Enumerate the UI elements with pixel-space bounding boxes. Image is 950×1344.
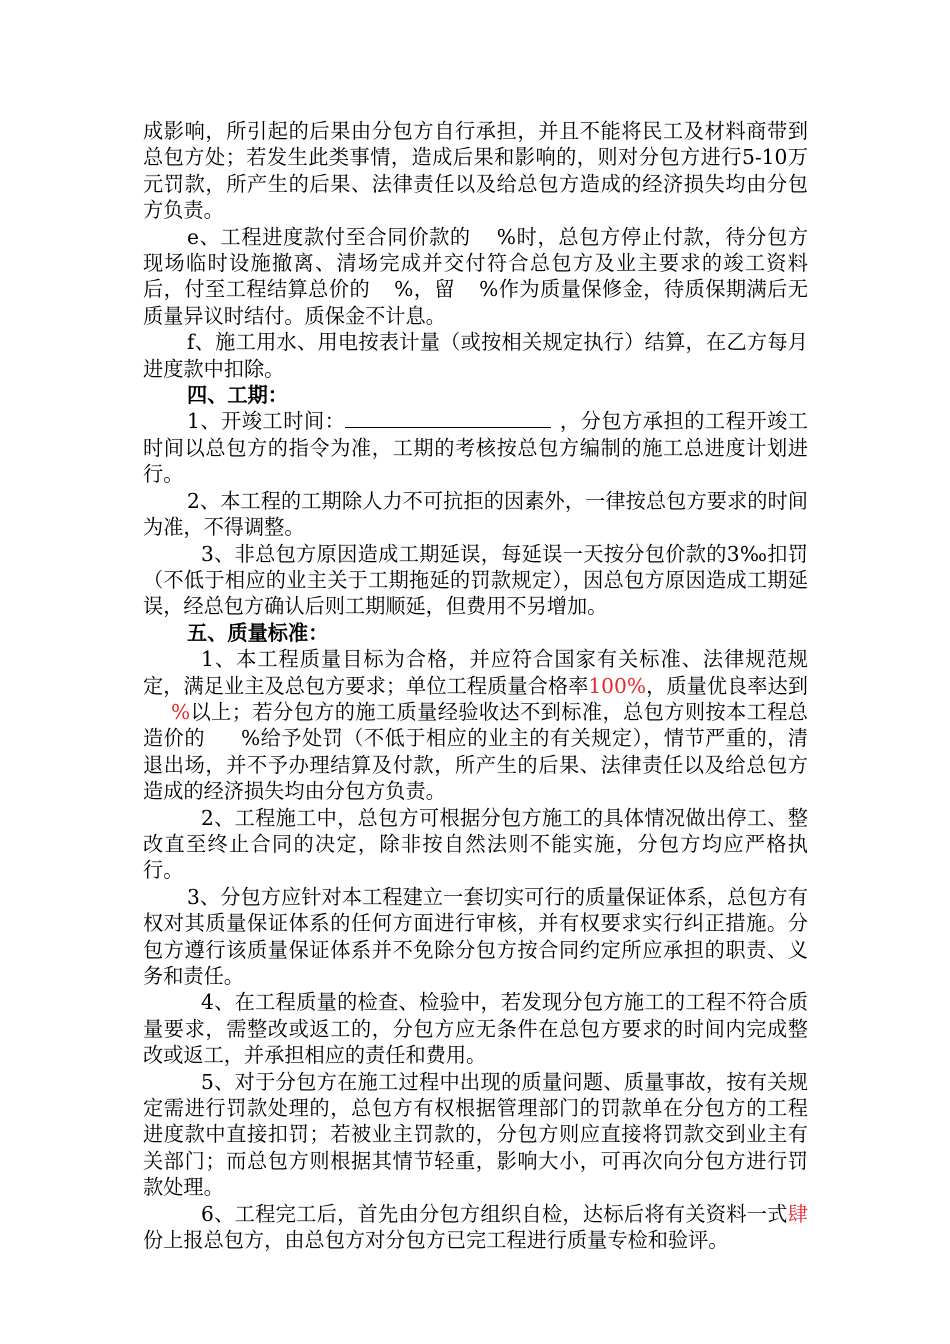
text-segment: %给予处罚（不低于相应的业主的有关规定），情节严重的，清退出场，并不予办理结算及付款，所产生的后果、法律责任以及给总包方造成的经济损失均由分包方负责。 — [143, 726, 808, 804]
paragraph-start-end-time — [143, 408, 808, 487]
paragraph-continuation: 成影响，所引起的后果由分包方自行承担，并且不能将民工及材料商带到总包方处；若发生此类事情，造成后果和影响的，则对分包方进行5-10万元罚款，所产生的后果、法律责任以及给总包方造成的经济损失均由分包方负责。 — [143, 119, 808, 223]
text-segment: %作为质量保修金，待质保期满后无质量异议时结付。质保金不计息。 — [143, 277, 809, 328]
text-segment: e、工程进度款付至合同价款的 — [187, 224, 471, 249]
pass-rate-value: 100% — [588, 673, 647, 698]
section-heading-schedule: 四、工期： — [187, 383, 288, 408]
section-heading-quality: 五、质量标准： — [187, 620, 329, 645]
text-segment: %，留 — [394, 277, 456, 302]
excellence-rate-percent: % — [171, 699, 191, 724]
text-segment: ，分包方承担的工程开竣工时间以总包方的指令为准，工期的考核按总包方编制的施工总进度计划进行。 — [143, 409, 808, 487]
paragraph-completion-acceptance — [143, 1201, 808, 1254]
text-segment: ，质量优良率达到 — [646, 673, 808, 698]
text-segment: 1、本工程质量目标为合格，并应符合国家有关标准、法律规范规定，满足业主及总包方要求；单位工程质量合格率 — [143, 647, 808, 698]
text-segment: %时，总包方停止付款，待分包方现场临时设施撤离、清场完成并交付符合总包方及业主要求的竣工资料后，付至工程结算总价的 — [143, 224, 809, 302]
paragraph-quality-target — [143, 646, 808, 804]
paragraph-quality-penalty: 5、对于分包方在施工过程中出现的质量问题、质量事故，按有关规定需进行罚款处理的，总包方有权根据管理部门的罚款单在分包方的工程进度款中直接扣罚；若被业主罚款的，分包方则应直接将罚款交到业主有关部门；而总包方则根据其情节轻重，影响大小，可再次向分包方进行罚款处理。 — [143, 1069, 808, 1200]
paragraph-quality-system: 3、分包方应针对本工程建立一套切实可行的质量保证体系，总包方有权对其质量保证体系的任何方面进行审核，并有权要求实行纠正措施。分包方遵行该质量保证体系并不免除分包方按合同约定所应承担的职责、义务和责任。 — [143, 884, 808, 988]
fill-in-blank-line — [345, 409, 551, 428]
text-segment: 以上；若分包方的施工质量经验收达不到标准，总包方则按本工程总造价的 — [143, 699, 808, 751]
paragraph-delay-penalty: 3、非总包方原因造成工期延误，每延误一天按分包价款的3‰扣罚（不低于相应的业主关于工期拖延的罚款规定），因总包方原因造成工期延误，经总包方确认后则工期顺延，但费用不另增加。 — [143, 541, 808, 619]
paragraph-schedule-fixed: 2、本工程的工期除人力不可抗拒的因素外，一律按总包方要求的时间为准，不得调整。 — [143, 488, 808, 540]
paragraph-stop-work-order: 2、工程施工中，总包方可根据分包方施工的具体情况做出停工、整改直至终止合同的决定，除非按自然法则不能实施，分包方均应严格执行。 — [143, 805, 808, 883]
copies-count: 肆 — [787, 1201, 808, 1226]
text-segment: 6、工程完工后，首先由分包方组织自检，达标后将有关资料一式 — [201, 1201, 788, 1226]
paragraph-progress-payment — [143, 224, 808, 330]
document-body — [143, 118, 808, 1253]
text-segment: 1、开竣工时间： — [187, 409, 346, 434]
paragraph-inspection-rework: 4、在工程质量的检查、检验中，若发现分包方施工的工程不符合质量要求，需整改或返工的，分包方应无条件在总包方要求的时间内完成整改或返工，并承担相应的责任和费用。 — [143, 990, 808, 1068]
text-segment: 份上报总包方，由总包方对分包方已完工程进行质量专检和验评。 — [143, 1228, 729, 1253]
paragraph-utilities: f、施工用水、用电按表计量（或按相关规定执行）结算，在乙方每月进度款中扣除。 — [143, 330, 808, 381]
